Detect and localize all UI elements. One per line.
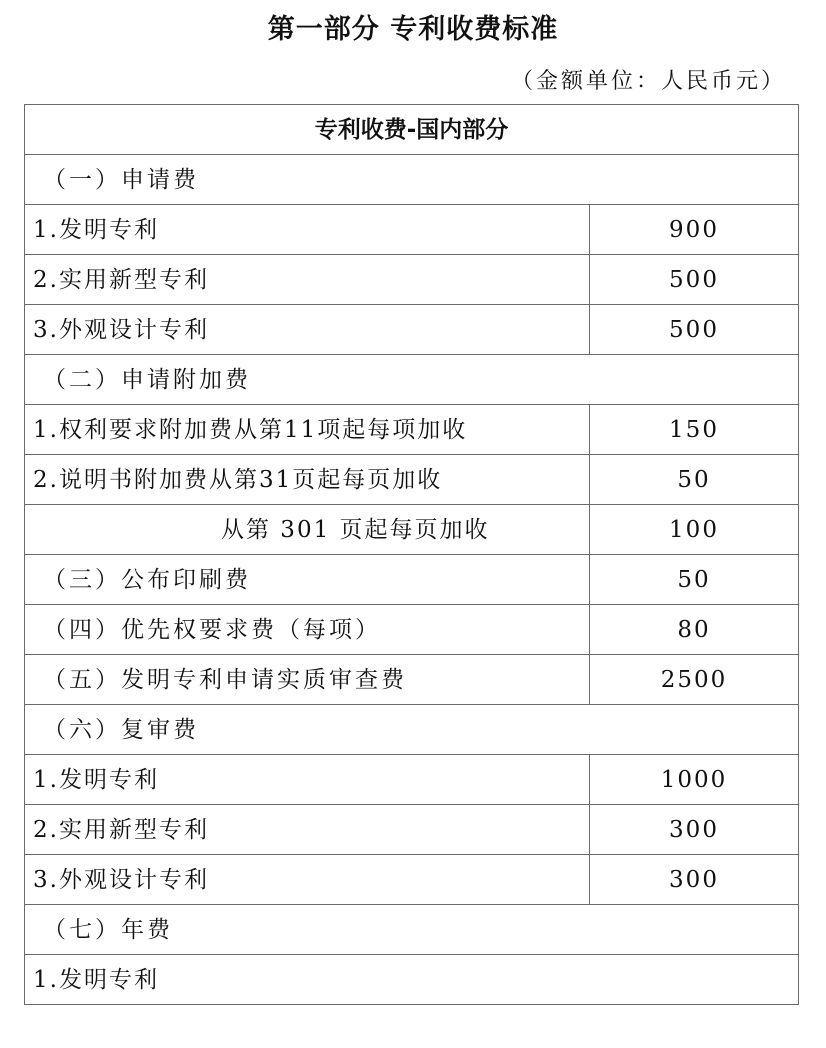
currency-unit-note: （金额单位：人民币元）	[510, 69, 786, 94]
fee-section-row	[25, 705, 799, 755]
fee-label: （六）复审费	[25, 705, 799, 755]
fee-amount: 300	[590, 855, 799, 905]
fee-item-row	[25, 255, 799, 305]
fee-label: 1.发明专利	[25, 205, 590, 255]
table-header: 专利收费-国内部分	[25, 105, 799, 155]
patent-fee-table	[24, 104, 799, 1005]
fee-amount: 1000	[590, 755, 799, 805]
fee-label: （三）公布印刷费	[25, 555, 590, 605]
fee-label: 3.外观设计专利	[25, 855, 590, 905]
fee-label: 2.说明书附加费从第31页起每页加收	[25, 455, 590, 505]
table-header-row	[25, 105, 799, 155]
fee-section-row	[25, 655, 799, 705]
fee-amount: 500	[590, 305, 799, 355]
fee-section-row	[25, 555, 799, 605]
fee-amount: 50	[590, 455, 799, 505]
fee-item-row	[25, 305, 799, 355]
fee-label: 3.外观设计专利	[25, 305, 590, 355]
fee-label: （一）申请费	[25, 155, 799, 205]
fee-section-row	[25, 155, 799, 205]
fee-label: 从第 301 页起每页加收	[25, 505, 590, 555]
fee-section-row	[25, 905, 799, 955]
fee-amount: 80	[590, 605, 799, 655]
fee-item-row	[25, 855, 799, 905]
fee-amount: 150	[590, 405, 799, 455]
fee-label: 1.权利要求附加费从第11项起每项加收	[25, 405, 590, 455]
fee-label: （四）优先权要求费（每项）	[25, 605, 590, 655]
fee-amount: 500	[590, 255, 799, 305]
fee-item-row	[25, 805, 799, 855]
fee-item-row	[25, 505, 799, 555]
fee-label: 2.实用新型专利	[25, 805, 590, 855]
page-title: 第一部分 专利收费标准	[267, 14, 559, 45]
fee-label: 1.发明专利	[25, 955, 799, 1005]
fee-item-row	[25, 955, 799, 1005]
fee-label: （二）申请附加费	[25, 355, 799, 405]
fee-item-row	[25, 205, 799, 255]
fee-label: （五）发明专利申请实质审查费	[25, 655, 590, 705]
fee-label: 2.实用新型专利	[25, 255, 590, 305]
fee-amount: 2500	[590, 655, 799, 705]
fee-item-row	[25, 455, 799, 505]
fee-amount: 900	[590, 205, 799, 255]
fee-amount: 50	[590, 555, 799, 605]
fee-section-row	[25, 605, 799, 655]
fee-item-row	[25, 755, 799, 805]
fee-item-row	[25, 405, 799, 455]
fee-label: （七）年费	[25, 905, 799, 955]
fee-section-row	[25, 355, 799, 405]
fee-label: 1.发明专利	[25, 755, 590, 805]
fee-amount: 300	[590, 805, 799, 855]
fee-amount: 100	[590, 505, 799, 555]
